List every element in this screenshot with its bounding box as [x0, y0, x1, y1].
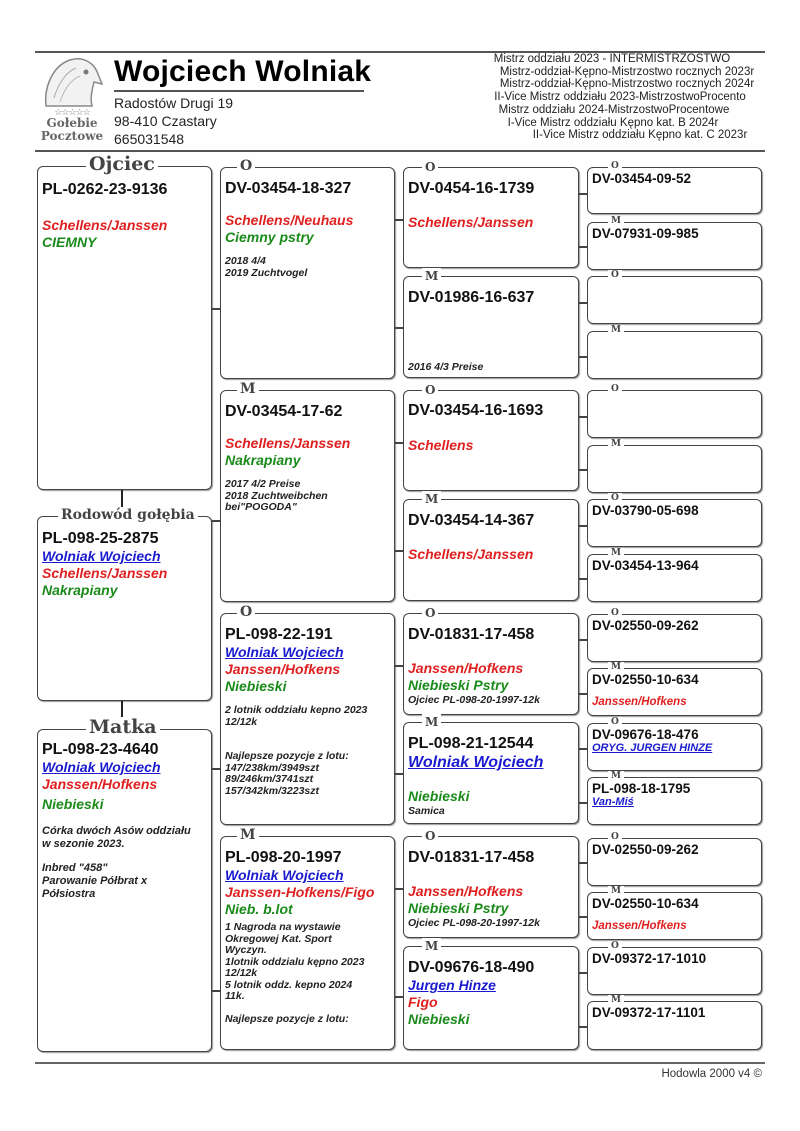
title-line: Mistrz oddziału 2023 - INTERMISTRZOSTWO: [493, 53, 731, 65]
sex-legend: O: [422, 382, 438, 398]
color: Niebieski: [408, 788, 470, 804]
footer-credit: Hodowla 2000 v4 ©: [661, 1068, 762, 1080]
grandparent-card[interactable]: [220, 604, 395, 825]
great-grandparent-card[interactable]: [403, 269, 579, 378]
subject-legend: Rodowód gołębia: [58, 507, 198, 523]
connector-line: [395, 996, 403, 998]
color: Nieb. b.lot: [225, 901, 293, 917]
mother-legend: Matka: [86, 717, 160, 737]
connector-line: [212, 990, 220, 992]
logo-text-line1: Gołebie: [46, 116, 98, 130]
owner-address-street: Radostów Drugi 19: [114, 95, 234, 111]
connector-line: [579, 578, 587, 580]
owner-link[interactable]: Wolniak Wojciech: [225, 644, 344, 660]
connector-line: [579, 916, 587, 918]
connector-line: [579, 748, 587, 750]
owner-link[interactable]: Wolniak Wojciech: [225, 867, 344, 883]
owner-link[interactable]: Jurgen Hinze: [408, 977, 496, 993]
connector-line: [579, 693, 587, 695]
ring-number: PL-098-20-1997: [225, 849, 342, 866]
notes: 2018 4/4 2019 Zuchtvogel: [225, 255, 308, 279]
breed: Schellens/Janssen: [42, 565, 168, 581]
ancestor-card[interactable]: [587, 548, 762, 602]
great-grandparent-card[interactable]: [403, 383, 579, 491]
owner-link[interactable]: Van-Miś: [592, 796, 634, 808]
sex-legend: M: [608, 548, 624, 558]
ring-number: PL-0262-23-9136: [42, 181, 168, 198]
ancestor-card[interactable]: [587, 662, 762, 716]
connector-line: [579, 525, 587, 527]
ring-number: DV-03454-16-1693: [408, 402, 544, 419]
ring-number: DV-09372-17-1101: [592, 1005, 706, 1020]
ring-number: DV-01831-17-458: [408, 626, 535, 643]
ring-number: PL-098-21-12544: [408, 735, 534, 752]
connector-line: [579, 972, 587, 974]
color: Nakrapiany: [42, 582, 118, 598]
ring-number: DV-02550-10-634: [592, 672, 699, 687]
owner-link[interactable]: Wolniak Wojciech: [42, 548, 161, 564]
breed: Schellens: [408, 437, 474, 453]
ancestor-card[interactable]: [587, 439, 762, 493]
ring-number: PL-098-18-1795: [592, 781, 691, 796]
breed: Janssen/Hofkens: [592, 920, 687, 932]
notes: Córka dwóch Asów oddziału w sezonie 2023. Inbred "458" Parowanie Półbrat x Półsiostra: [42, 825, 191, 900]
connector-line: [395, 442, 403, 444]
connector-line: [395, 219, 403, 221]
notes: Ojciec PL-098-20-1997-12k: [408, 917, 540, 929]
sex-legend: O: [608, 161, 622, 171]
ring-number: PL-098-22-191: [225, 626, 333, 643]
sex-legend: O: [608, 832, 622, 842]
color: Niebieski Pstry: [408, 677, 509, 693]
owner-name: Wojciech Wolniak: [114, 55, 372, 88]
sex-legend: O: [608, 384, 622, 394]
breed: Janssen/Hofkens: [408, 883, 524, 899]
great-grandparent-card[interactable]: [403, 160, 579, 268]
sex-legend: O: [422, 828, 438, 844]
sex-legend: M: [237, 381, 259, 397]
sex-legend: M: [608, 439, 624, 449]
title-line: I-Vice Mistrz oddziału Kępno kat. B 2024r: [507, 116, 719, 129]
notes: 2017 4/2 Preise 2018 Zuchtweibchen bei"POGODA": [225, 478, 328, 513]
connector-line: [579, 1026, 587, 1028]
footer-rule: [35, 1062, 765, 1064]
sex-legend: O: [608, 717, 622, 727]
connector-line: [395, 773, 403, 775]
sex-legend: O: [237, 604, 255, 620]
connector-line: [579, 193, 587, 195]
connector-line: [579, 416, 587, 418]
sex-legend: M: [422, 938, 441, 954]
sex-legend: O: [608, 493, 622, 503]
connector-line: [579, 356, 587, 358]
sex-legend: M: [422, 268, 441, 284]
ring-number: DV-03454-14-367: [408, 512, 535, 529]
sex-legend: O: [608, 941, 622, 951]
owner-link[interactable]: ORYG. JURGEN HINZE: [592, 742, 713, 754]
connector-line: [579, 639, 587, 641]
ring-number: PL-098-25-2875: [42, 530, 159, 547]
connector-line: [212, 768, 220, 770]
ancestor-card[interactable]: [587, 270, 762, 324]
color: Niebieski: [42, 796, 104, 812]
father-legend: Ojciec: [86, 154, 158, 174]
color: Niebieski: [408, 1011, 470, 1027]
great-grandparent-card[interactable]: [403, 606, 579, 715]
breed: Schellens/Neuhaus: [225, 212, 354, 228]
subject-card[interactable]: [37, 507, 212, 701]
sex-legend: O: [608, 270, 622, 280]
connector-line: [212, 520, 220, 522]
color: CIEMNY: [42, 234, 97, 250]
sex-legend: O: [608, 608, 622, 618]
ancestor-card[interactable]: [587, 161, 762, 214]
ring-number: DV-02550-09-262: [592, 842, 699, 857]
achievement-titles: [474, 53, 764, 142]
grandparent-card[interactable]: [220, 381, 395, 602]
great-grandparent-card[interactable]: [403, 492, 579, 601]
breed: Janssen-Hofkens/Figo: [225, 884, 375, 900]
connector-line: [395, 327, 403, 329]
notes: 2016 4/3 Preise: [408, 361, 484, 373]
ring-number: DV-03454-17-62: [225, 403, 343, 420]
ancestor-card[interactable]: [587, 832, 762, 886]
title-line: Mistrz oddziału 2024-MistrzostwoProcentowe: [498, 103, 730, 116]
connector-line: [395, 550, 403, 552]
title-line: Mistrz-oddział-Kępno-Mistrzostwo rocznych 2023r: [499, 65, 755, 78]
sex-legend: M: [608, 771, 624, 781]
great-grandparent-card[interactable]: [403, 939, 579, 1050]
mother-card[interactable]: [37, 716, 212, 1052]
connector-line: [579, 802, 587, 804]
sex-legend: M: [608, 662, 624, 672]
owner-address-city: 98-410 Czastary: [114, 113, 217, 129]
breed: Figo: [408, 994, 438, 1010]
breed: Schellens/Janssen: [42, 217, 168, 233]
connector-line: [395, 665, 403, 667]
ring-number: DV-03454-18-327: [225, 180, 352, 197]
pigeon-head-icon: [40, 54, 104, 110]
logo: [34, 54, 110, 148]
grandparent-card[interactable]: [220, 158, 395, 379]
ancestor-card[interactable]: [587, 325, 762, 379]
ring-number: DV-03454-13-964: [592, 558, 699, 573]
ring-number: DV-03790-05-698: [592, 503, 699, 518]
breed: Janssen/Hofkens: [408, 660, 524, 676]
ring-number: DV-09372-17-1010: [592, 951, 707, 966]
father-card[interactable]: [37, 153, 212, 490]
ring-number: DV-02550-10-634: [592, 896, 699, 911]
sex-legend: M: [237, 827, 259, 843]
sex-legend: M: [608, 325, 624, 335]
ancestor-card[interactable]: [587, 941, 762, 995]
logo-text-line2: Pocztowe: [40, 129, 104, 143]
color: Niebieski Pstry: [408, 900, 509, 916]
owner-link[interactable]: Wolniak Wojciech: [408, 754, 544, 771]
ancestor-card[interactable]: [587, 384, 762, 438]
title-line: II-Vice Mistrz oddziału Kępno kat. C 2023r: [532, 129, 748, 142]
breed: Janssen/Hofkens: [42, 776, 158, 792]
title-line: II-Vice Mistrz oddziału 2023-MistrzostwoProcento: [494, 91, 746, 104]
ring-number: DV-07931-09-985: [592, 226, 699, 241]
owner-phone: 665031548: [114, 131, 185, 147]
ancestor-card[interactable]: [587, 493, 762, 547]
breed: Schellens/Janssen: [408, 546, 534, 562]
ring-number: DV-0454-16-1739: [408, 180, 535, 197]
color: Niebieski: [225, 678, 287, 694]
breed: Schellens/Janssen: [408, 214, 534, 230]
ring-number: DV-02550-09-262: [592, 618, 699, 633]
great-grandparent-card[interactable]: [403, 715, 579, 824]
color: Nakrapiany: [225, 452, 301, 468]
breed: Janssen/Hofkens: [225, 661, 341, 677]
title-line: Mistrz-oddział-Kępno-Mistrzostwo rocznych 2024r: [499, 78, 755, 91]
sex-legend: M: [608, 886, 624, 896]
owner-name-underline: [114, 90, 364, 92]
connector-line: [579, 862, 587, 864]
notes: Ojciec PL-098-20-1997-12k: [408, 694, 540, 706]
color: Ciemny pstry: [225, 229, 314, 245]
ancestor-card[interactable]: [587, 216, 762, 270]
sex-legend: M: [608, 216, 624, 226]
ancestor-card[interactable]: [587, 717, 762, 771]
grandparent-card[interactable]: [220, 827, 395, 1050]
ring-number: PL-098-23-4640: [42, 741, 159, 758]
connector-line: [579, 302, 587, 304]
notes: 1 Nagroda na wystawie Okregowej Kat. Sport Wyczyn. 1lotnik oddzialu kępno 2023 12/12k 5 lotnik oddz. kepno 2024 11k. Najlepsze pozycje z lotu:: [225, 921, 365, 1025]
sex-legend: O: [237, 158, 255, 174]
ring-number: DV-01831-17-458: [408, 849, 535, 866]
notes: Samica: [408, 805, 445, 817]
connector-line: [579, 246, 587, 248]
connector-line: [579, 469, 587, 471]
ancestor-card[interactable]: [587, 608, 762, 662]
ring-number: DV-09676-18-476: [592, 727, 699, 742]
rating-stars: ☆☆☆☆☆: [54, 107, 90, 117]
great-grandparent-card[interactable]: [403, 829, 579, 938]
notes: 2 lotnik oddziału kepno 2023 12/12k Najlepsze pozycje z lotu: 147/238km/3949szt 89/246km/3741szt 157/342km/3223szt: [225, 704, 368, 797]
ring-number: DV-03454-09-52: [592, 171, 692, 186]
ring-number: DV-01986-16-637: [408, 289, 535, 306]
sex-legend: M: [422, 491, 441, 507]
sex-legend: M: [422, 714, 441, 730]
breed: Janssen/Hofkens: [592, 696, 687, 708]
ancestor-card[interactable]: [587, 771, 762, 825]
connector-line: [212, 308, 220, 310]
owner-link[interactable]: Wolniak Wojciech: [42, 759, 161, 775]
sex-legend: O: [422, 159, 438, 175]
sex-legend: O: [422, 605, 438, 621]
ring-number: DV-09676-18-490: [408, 959, 535, 976]
breed: Schellens/Janssen: [225, 435, 351, 451]
header-bottom-rule: [35, 150, 765, 152]
ancestor-card[interactable]: [587, 886, 762, 940]
sex-legend: M: [608, 995, 624, 1005]
connector-line: [395, 888, 403, 890]
ancestor-card[interactable]: [587, 995, 762, 1050]
